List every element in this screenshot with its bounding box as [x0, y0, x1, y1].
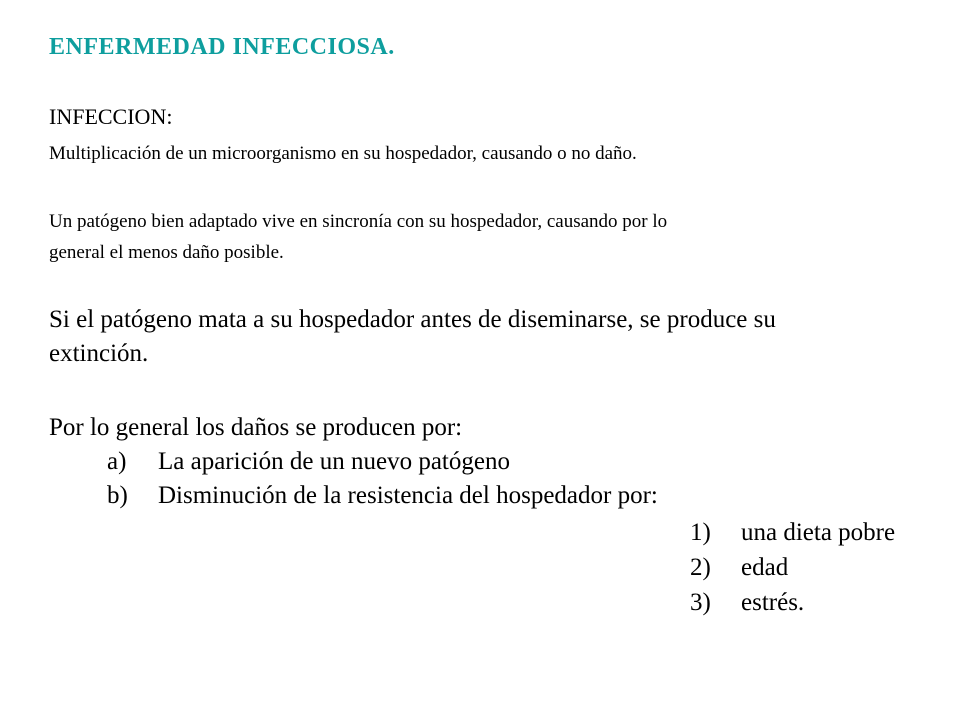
definition-text: Multiplicación de un microorganismo en su hospedador, causando o no daño.	[49, 143, 637, 164]
list-marker: b)	[107, 482, 128, 509]
damage-intro: Por lo general los daños se producen por:	[49, 414, 463, 441]
adapted-line-1: Un patógeno bien adaptado vive en sincronía con su hospedador, causando por lo	[49, 211, 668, 232]
extinction-line-1: Si el patógeno mata a su hospedador antes de diseminarse, se produce su	[49, 306, 776, 333]
list-item-text: estrés.	[741, 589, 805, 616]
list-item-text: edad	[741, 554, 789, 581]
list-item-text: Disminución de la resistencia del hospedador por:	[158, 482, 658, 509]
list-marker: 1)	[690, 519, 711, 546]
list-marker: 2)	[690, 554, 711, 581]
list-marker: a)	[107, 448, 127, 475]
adapted-pathogen-paragraph	[49, 206, 667, 268]
list-item-text: una dieta pobre	[741, 519, 896, 546]
list-item-text: La aparición de un nuevo patógeno	[158, 448, 510, 475]
section-heading: INFECCION:	[49, 104, 173, 129]
slide-title: ENFERMEDAD INFECCIOSA.	[49, 34, 395, 60]
extinction-line-2: extinción.	[49, 340, 149, 367]
extinction-paragraph	[49, 303, 776, 371]
adapted-line-2: general el menos daño posible.	[49, 242, 284, 263]
list-marker: 3)	[690, 589, 711, 616]
